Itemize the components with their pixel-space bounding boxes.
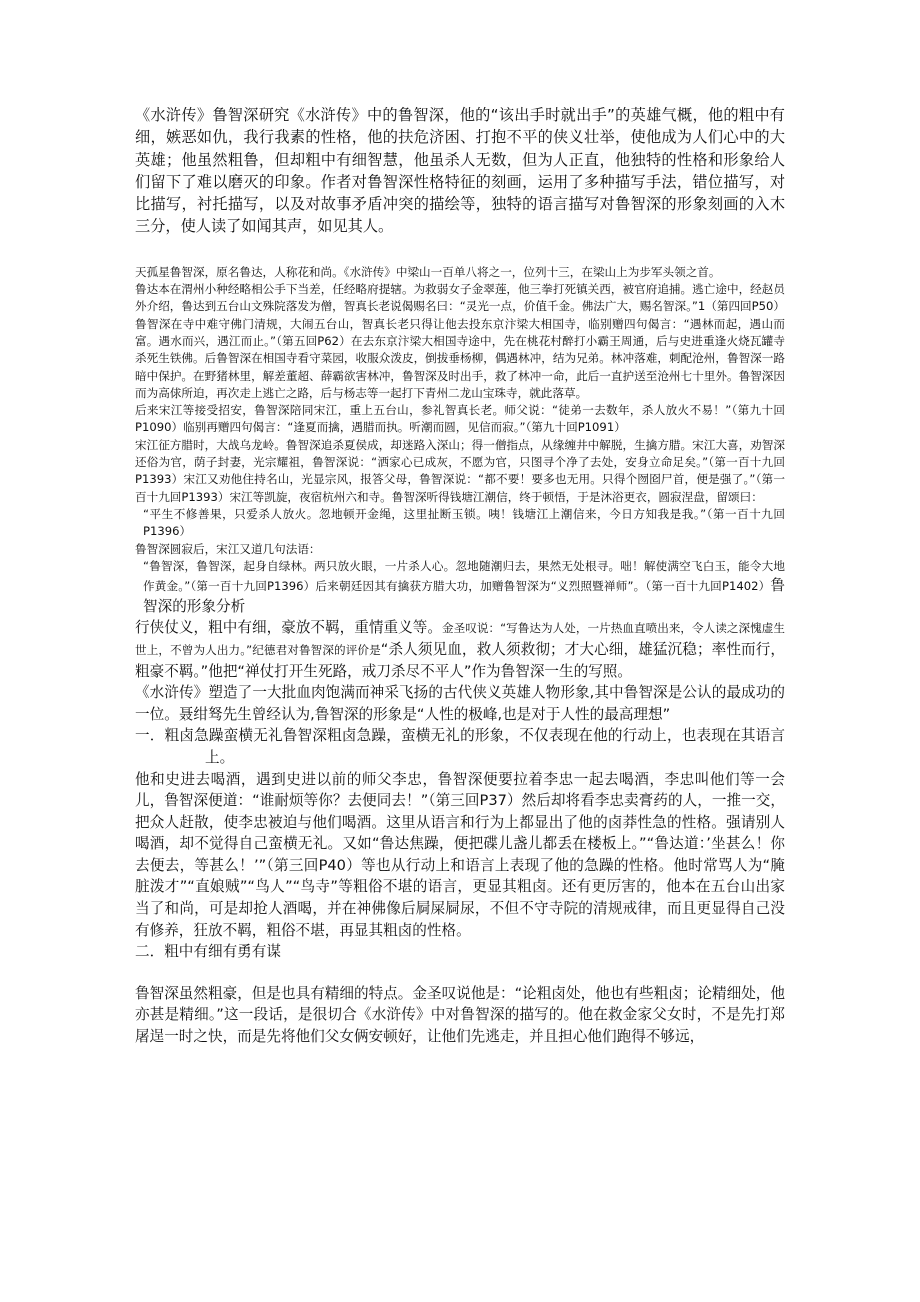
- paragraph-after-death: 鲁智深圆寂后，宋江又道几句法语：: [135, 541, 321, 556]
- paragraph-nickname: 天孤星鲁智深，原名鲁达，人称花和尚。《水浒传》中梁山一百单八将之一，位列十三，在梁山上为步军头领之首。: [135, 264, 721, 279]
- analysis-jin-quote: 金圣叹说：“写鲁达为人处，一片热血直喷出来，令人读之深愧虚生世上，不曾为人出力。”纪德君对鲁智深的评价是: [135, 621, 785, 658]
- analysis-end: “杀人须见血，救人须救彻；才大心细，雄猛沉稳；率性而行，粗豪不羁。”他把“禅仗打开生死路，戒刀杀尽不平人”作为鲁智深一生的写照。: [135, 641, 785, 681]
- paragraph-drinking: 他和史进去喝酒，遇到史进以前的师父李忠，鲁智深便要拉着李忠一起去喝酒，李忠叫他们等一会儿，鲁智深便道：“谁耐烦等你？去便同去！”（第三回P37）然后却将看李忠卖膏药的人，一推一交，把众人赶散，使李忠被迫与他们喝酒。这里从语言和行为上都显出了他的卤莽性急的性格。强请别人喝酒，却不觉得自己蛮横无礼。又如“鲁达焦躁，便把碟儿盏儿都丢在楼板上。”“鲁达道：’坐甚么！你去便去，等甚么！’”（第三回P40）等也从行动上和语言上表现了他的急躁的性格。他时常骂人为“腌脏泼才”“直娘贼”“鸟人”“鸟寺”等粗俗不堪的语言，更显其粗卤。还有更厉害的，他本在五台山出家当了和尚，可是却抢人酒喝，并在神佛像后屙屎屙尿，不但不守寺院的清规戒律，而且更显得自己没有修养，狂放不羁，粗俗不堪，再显其粗卤的性格。: [135, 770, 785, 939]
- quote2-small-text: “鲁智深，鲁智深，起身自绿林。两只放火眼，一片杀人心。忽地随潮归去，果然无处根寻。咄！解使满空飞白玉，能令大地作黄金。”（第一百十九回P1396）后来朝廷因其有擒获方腊大功，加赠鲁智深为“义烈照暨禅师”。（第一百十九回P1402）: [143, 558, 785, 594]
- paragraph-analysis: [135, 617, 785, 682]
- paragraph-amnesty: 后来宋江等接受招安，鲁智深陪同宋江，重上五台山，参礼智真长老。师父说：“徒弟一去数年，杀人放火不易！”（第九十回P1090）临别再赠四句偈言：“逢夏而擒，遇腊而执。听潮而圆，见信而寂。”（第九十回P1091）: [135, 403, 785, 435]
- paragraph-poem: “平生不修善果，只爱杀人放火。忽地顿开金绳，这里扯断玉锁。咦！钱塘江上潮信来，今日方知我是我。”（第一百十九回P1396）: [143, 506, 785, 539]
- section-title-analysis: 鲁智深的形象分析: [143, 577, 785, 616]
- section-heading-1: 一．粗卤急躁蛮横无礼鲁智深粗卤急躁，蛮横无礼的形象，不仅表现在他的行动上，也表现在其语言上。: [135, 727, 785, 766]
- paragraph-fangla: 宋江征方腊时，大战乌龙岭。鲁智深追杀夏侯成，却迷路入深山；得一僧指点，从缘缠井中解脱，生擒方腊。宋江大喜，劝智深还俗为官，荫子封妻，光宗耀祖，鲁智深说：“洒家心已成灰，不愿为官，只图寻个净了去处，安身立命足矣。”（第一百十九回P1393）宋江又劝他住持名山，光显宗风，报答父母，鲁智深说：“都不要！要多也无用。只得个囫囵尸首，便是强了。”（第一百十九回P1393）宋江等凯旋，夜宿杭州六和寺。鲁智深听得钱塘江潮信，终于顿悟，于是沐浴更衣，圆寂涅盘，留颂曰：: [135, 437, 785, 504]
- intro-paragraph: 《水浒传》鲁智深研究《水浒传》中的鲁智深，他的“该出手时就出手”的英雄气概，他的粗中有细，嫉恶如仇，我行我素的性格，他的扶危济困、打抱不平的侠义壮举，使他成为人们心中的大英雄；他虽然粗鲁，但却粗中有细智慧，他虽杀人无数，但为人正直，他独特的性格和形象给人们留下了难以磨灭的印象。作者对鲁智深性格特征的刻画，运用了多种描写手法，错位描写，对比描写，衬托描写，以及对故事矛盾冲突的描绘等，独特的语言描写对鲁智深的形象刻画的入木三分，使人读了如闻其声，如见其人。: [135, 106, 785, 236]
- spacer: [135, 238, 785, 264]
- paragraph-nie: 《水浒传》塑造了一大批血肉饱满而神采飞扬的古代侠义英雄人物形象,其中鲁智深是公认的最成功的一位。聂绀驽先生曾经认为,鲁智深的形象是“人性的极峰,也是对于人性的最高理想”: [135, 684, 785, 723]
- section-heading-2: 二．粗中有细有勇有谋: [135, 943, 281, 961]
- spacer: [135, 963, 785, 983]
- document-page: [135, 104, 785, 1048]
- paragraph-background: 鲁达本在渭州小种经略相公手下当差，任经略府提辖。为救弱女子金翠莲，他三拳打死镇关西，被官府追捕。逃亡途中，经赵员外介绍，鲁达到五台山文殊院落发为僧，智真长老说偈赐名曰：“灵光一点，价值千金。佛法广大，赐名智深。”1（第四回P50）鲁智深在寺中难守佛门清规，大闹五台山，智真长老只得让他去投东京汴梁大相国寺，临别赠四句偈言：“遇林而起，遇山而富。遇水而兴，遇江而止。”（第五回P62）在去东京汴梁大相国寺途中，先在桃花村醉打小霸王周通，后与史进重逢火烧瓦罐寺杀死生铁佛。后鲁智深在相国寺看守菜园，收服众泼皮，倒拔垂杨柳，偶遇林冲，结为兄弟。林冲落难，刺配沧州，鲁智深一路暗中保护。在野猪林里，解差董超、薛霸欲害林冲，鲁智深及时出手，救了林冲一命，此后一直护送至沧州七十里外。鲁智深因而为高俅所迫，再次走上逃亡之路，后与杨志等一起打下青州二龙山宝珠寺，就此落草。: [135, 282, 785, 400]
- paragraph-last: 鲁智深虽然粗豪，但是也具有精细的特点。金圣叹说他是：“论粗卤处，他也有些粗卤；论精细处，他亦甚是精细。”这一段话，是很切合《水浒传》中对鲁智深的描写的。他在救金家父女时，不是先打郑屠逞一时之快，而是先将他们父女俩安顿好，让他们先逃走，并且担心他们跑得不够远，: [135, 984, 785, 1046]
- paragraph-quote2: [135, 558, 785, 617]
- analysis-start: 行侠仗义，粗中有细，豪放不羁，重情重义等。: [135, 619, 443, 637]
